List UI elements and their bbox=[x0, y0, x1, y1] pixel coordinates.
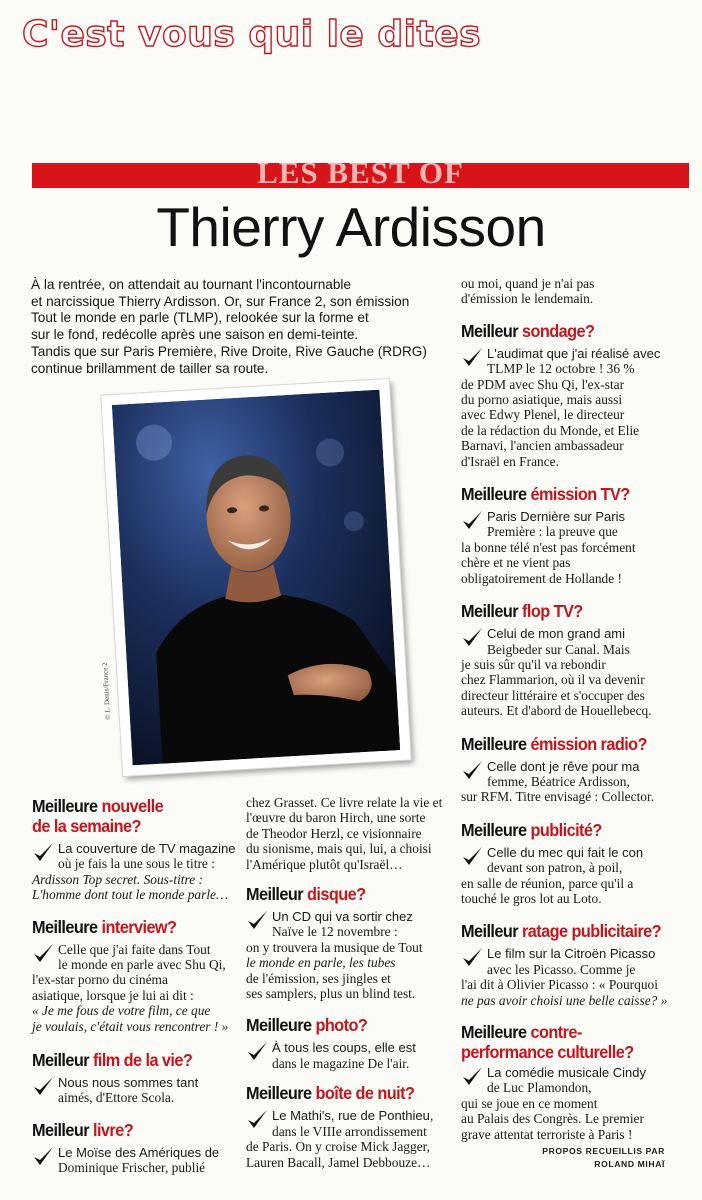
checkmark-icon bbox=[246, 1108, 268, 1130]
question-photo: Meilleure photo? bbox=[246, 1015, 368, 1036]
question-publicite: Meilleure publicité? bbox=[461, 819, 602, 840]
answer-sondage: L'audimat que j'ai réalisé avec TLMP le 12 octobre ! 36 % de PDM avec Shu Qi, l'ex-star du porno asiatique, mais aussi avec Edwy Plenel, le directeur de la rédaction du Monde, et Elie Barnavi, l'ancien ambassadeur d'Israël en France. bbox=[461, 345, 661, 469]
checkmark-icon bbox=[461, 845, 483, 867]
question-livre: Meilleur livre? bbox=[32, 1119, 134, 1140]
answer-nouvelle: La couverture de TV magazine où je fais la une sous le titre : Ardisson Top secret. Sous-titre : L'homme dont tout le monde parle… bbox=[32, 841, 236, 903]
question-boite-de-nuit: Meilleure boîte de nuit? bbox=[246, 1083, 415, 1104]
intro-line: et narcissique Thierry Ardisson. Or, sur France 2, son émission bbox=[31, 293, 410, 309]
question-film: Meilleur film de la vie? bbox=[32, 1050, 193, 1071]
question-sondage: Meilleur sondage? bbox=[461, 320, 595, 341]
checkmark-icon bbox=[32, 1145, 54, 1167]
answer-disque: Un CD qui va sortir chez Naïve le 12 novembre : on y trouvera la musique de Tout le monde en parle, les tubes de l'émission, ses jingles et ses samplers, plus un blind test. bbox=[246, 909, 423, 1002]
portrait-photo bbox=[101, 379, 410, 776]
checkmark-icon bbox=[32, 841, 54, 863]
intro-line: continue brillamment de tailler sa route. bbox=[31, 360, 269, 376]
question-ratage: Meilleur ratage publicitaire? bbox=[461, 921, 661, 942]
answer-film: Nous nous sommes tant aimés, d'Ettore Scola. bbox=[32, 1075, 237, 1106]
answer-photo: À tous les coups, elle est dans le magazine De l'air. bbox=[246, 1040, 452, 1071]
intro-line: Tandis que sur Paris Première, Rive Droite, Rive Gauche (RDRG) bbox=[31, 343, 427, 359]
answer-livre: Le Moïse des Amériques de Dominique Frischer, publié bbox=[32, 1145, 237, 1176]
answer-emission-radio: Celle dont je rêve pour ma femme, Béatrice Ardisson, sur RFM. Titre envisagé : Collector. bbox=[461, 758, 655, 805]
checkmark-icon bbox=[461, 626, 483, 648]
question-nouvelle: Meilleure nouvelle de la semaine? bbox=[32, 796, 164, 836]
checkmark-icon bbox=[461, 759, 483, 781]
question-contre-performance: Meilleure contre- performance culturelle? bbox=[461, 1022, 634, 1062]
photo-credit: © L. Denis/France 2 bbox=[100, 662, 112, 720]
intro-line: À la rentrée, on attendait au tournant l'incontournable bbox=[31, 277, 352, 292]
answer-emission-tv: Paris Dernière sur Paris Première : la preuve que la bonne télé n'est pas forcément chère et ne vient pas obligatoirement de Hollande ! bbox=[461, 509, 636, 586]
column-middle bbox=[246, 795, 452, 1170]
checkmark-icon bbox=[461, 1065, 483, 1087]
question-emission-tv: Meilleure émission TV? bbox=[461, 484, 630, 505]
answer-publicite: Celle du mec qui fait le con devant son patron, à poil, en salle de réunion, parce qu'il a touché le gros lot au Loto. bbox=[461, 844, 644, 906]
article-headline: Thierry Ardisson bbox=[156, 196, 546, 258]
question-disque: Meilleur disque? bbox=[246, 884, 366, 905]
checkmark-icon bbox=[32, 942, 54, 964]
checkmark-icon bbox=[246, 909, 268, 931]
question-emission-radio: Meilleure émission radio? bbox=[461, 733, 647, 754]
checkmark-icon bbox=[32, 1075, 54, 1097]
column-right bbox=[461, 276, 687, 1171]
checkmark-icon bbox=[461, 946, 483, 968]
answer-suite: ou moi, quand je n'ai pas d'émission le lendemain. bbox=[461, 276, 595, 307]
answer-ratage: Le film sur la Citroën Picasso avec les Picasso. Comme je l'ai dit à Olivier Picasso : « Pourquoi ne pas avoir choisi une belle caisse? » bbox=[461, 946, 668, 1008]
rubrique-title: C'est vous qui le dites bbox=[22, 14, 482, 55]
question-interview: Meilleure interview? bbox=[32, 916, 177, 937]
answer-flop-tv: Celui de mon grand ami Beigbeder sur Canal. Mais je suis sûr qu'il va rebondir chez Flammarion, où il va devenir directeur littéraire et s'occuper des auteurs. Et d'abord de Houellebecq. bbox=[461, 626, 652, 719]
checkmark-icon bbox=[246, 1040, 268, 1062]
bestof-banner bbox=[32, 155, 689, 190]
intro-paragraph bbox=[31, 277, 461, 377]
answer-boite-de-nuit: Le Mathi's, rue de Ponthieu, dans le VIIIe arrondissement de Paris. On y croise Mick Jagger, Lauren Bacall, Jamel Debbouze… bbox=[246, 1108, 434, 1170]
question-flop-tv: Meilleur flop TV? bbox=[461, 601, 583, 622]
checkmark-icon bbox=[461, 509, 483, 531]
answer-interview: Celle que j'ai faite dans Tout le monde en parle avec Shu Qi, l'ex-star porno du cinéma asiatique, lorsque je lui ai dit : « Je me fous de votre film, ce que je voulais, c'était vous rencontrer ! » bbox=[32, 941, 229, 1034]
answer-contre-performance: La comédie musicale Cindy de Luc Plamondon, qui se joue en ce moment au Palais des Congrès. Le premier grave attentat terroriste à Paris ! bbox=[461, 1065, 646, 1142]
checkmark-icon bbox=[461, 346, 483, 368]
bestof-label: LES BEST OF bbox=[257, 155, 464, 190]
answer-livre-suite: chez Grasset. Ce livre relate la vie et l'œuvre du baron Hirch, une sorte de Theodor Herzl, ce visionnaire du sionisme, mais qui, lui, a choisi l'Amérique plutôt qu'Israël… bbox=[246, 795, 443, 872]
intro-line: sur le fond, redécolle après une saison en demi-teinte. bbox=[31, 327, 359, 343]
intro-line: Tout le monde en parle (TLMP), relookée sur la forme et bbox=[31, 310, 369, 326]
byline: PROPOS RECUEILLIS PAR ROLAND MIHAÏ bbox=[542, 1146, 665, 1170]
column-left bbox=[32, 796, 237, 1176]
portrait-image bbox=[112, 390, 400, 766]
